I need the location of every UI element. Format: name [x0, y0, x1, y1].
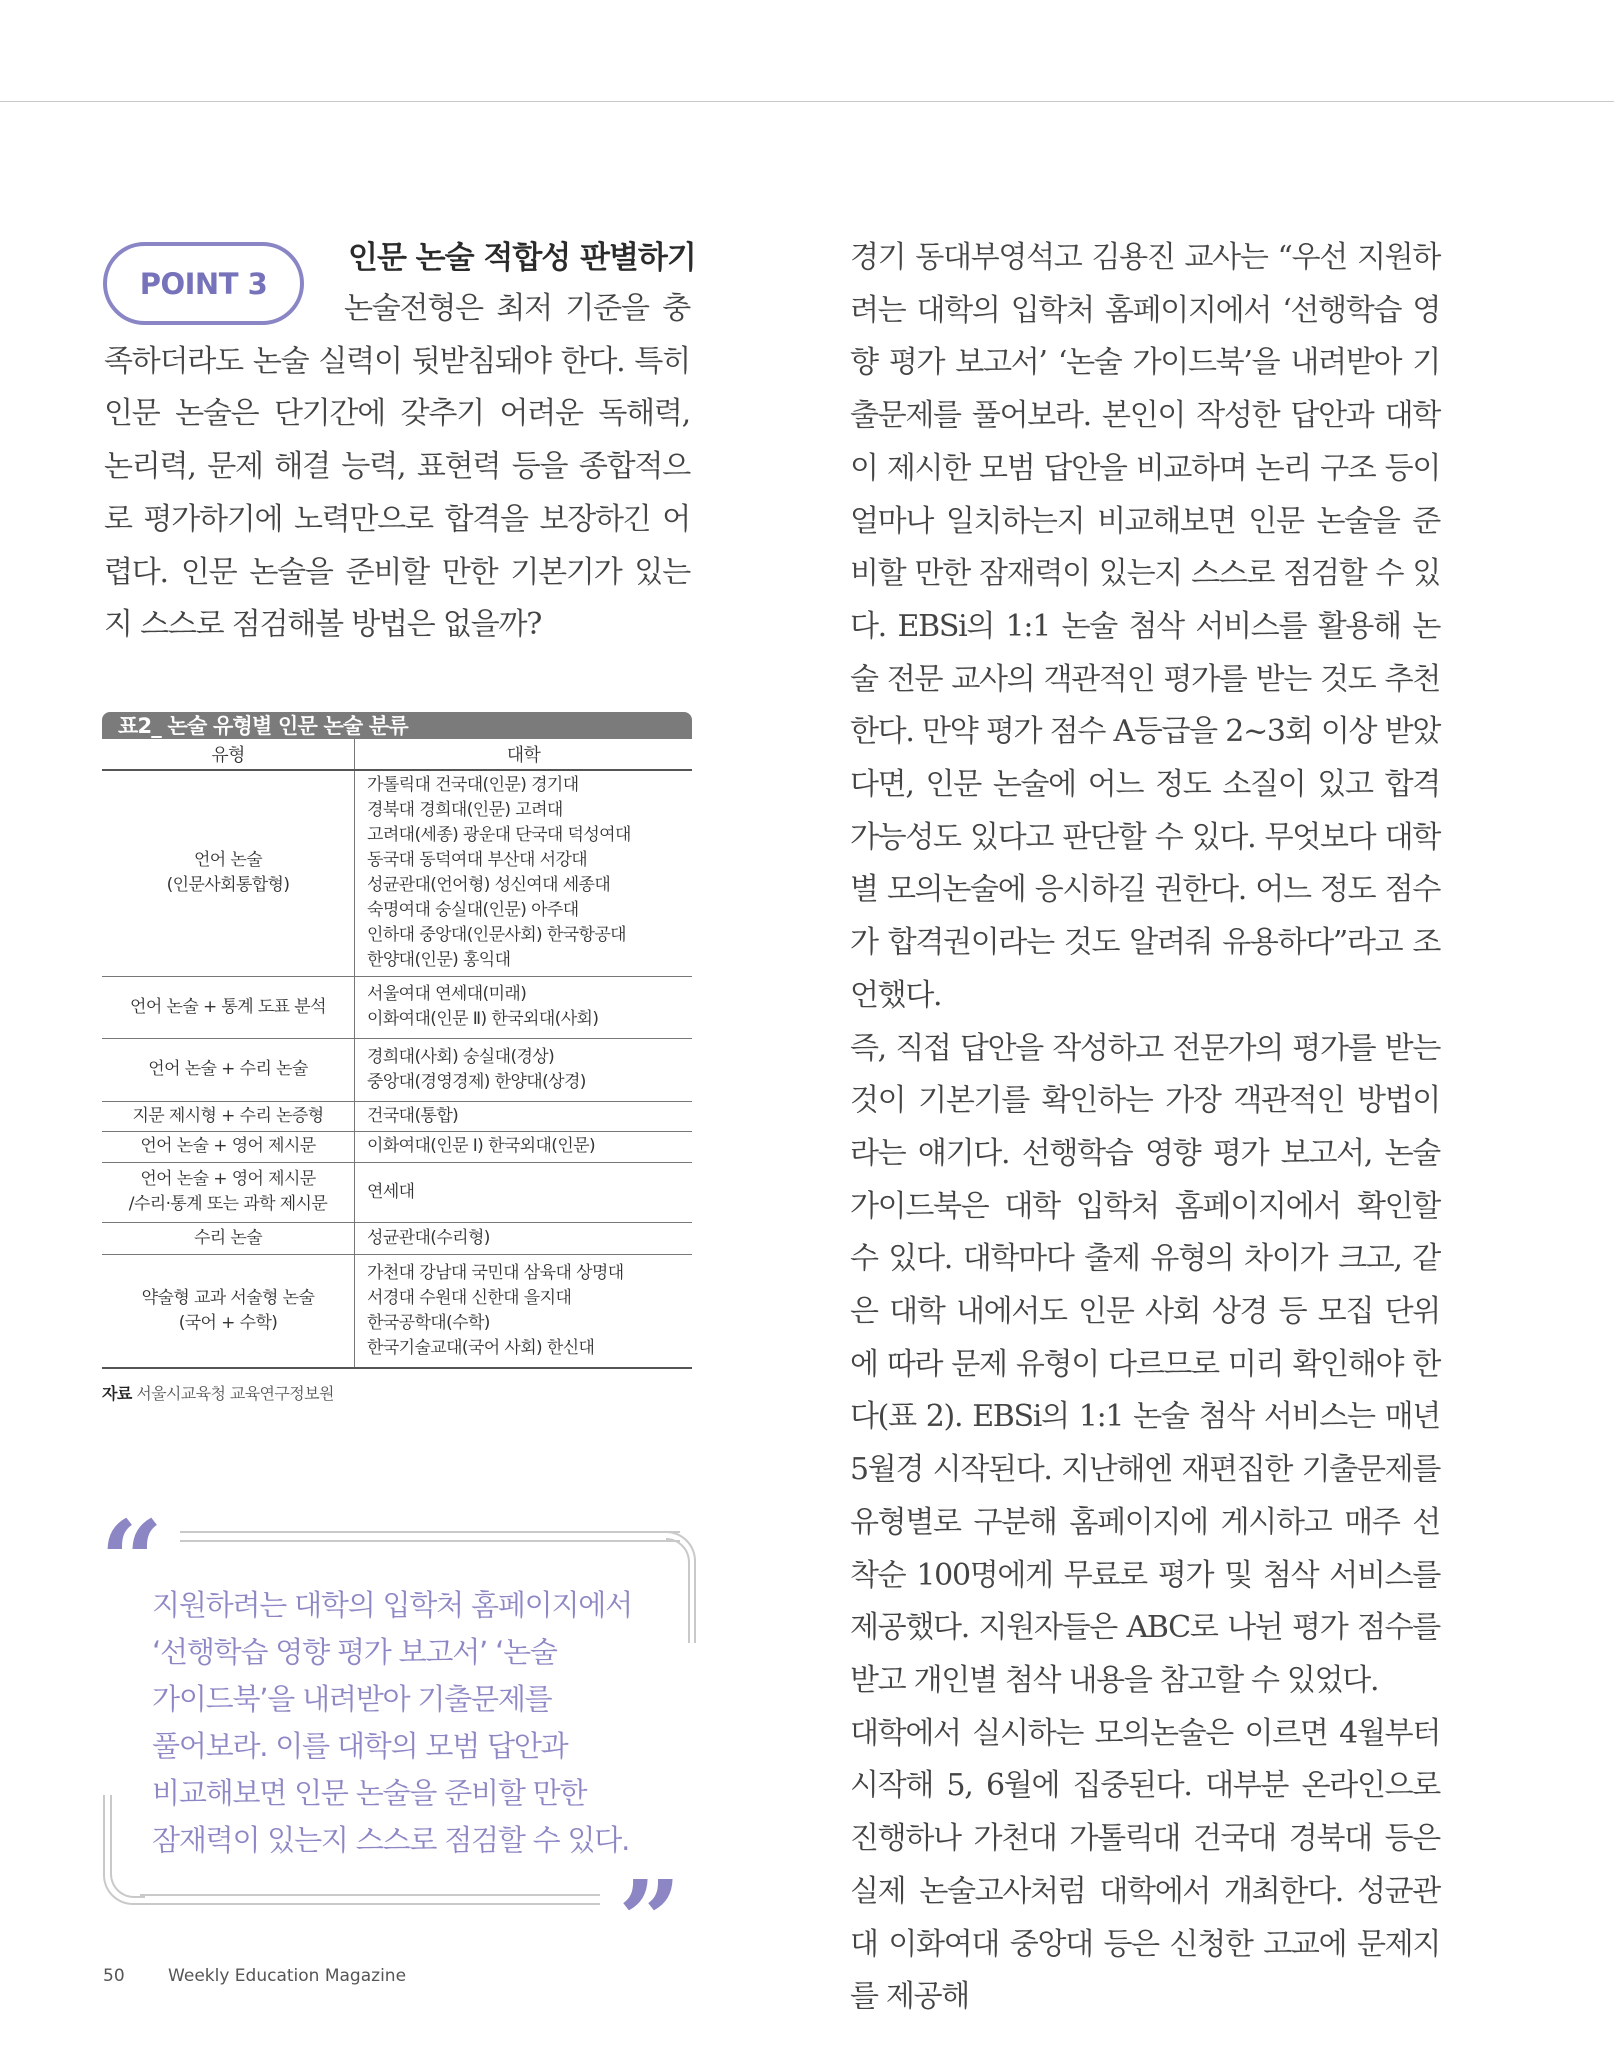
table-row [102, 770, 692, 976]
page-number: 50 [103, 1966, 125, 1986]
table-row [102, 1131, 692, 1162]
source-text: 서울시교육청 교육연구정보원 [136, 1384, 334, 1403]
close-quote-icon: ” [618, 1856, 682, 1985]
type-cell: 지문 제시형 + 수리 논증형 [102, 1101, 355, 1131]
university-cell: 가천대 강남대 국민대 삼육대 상명대 서경대 수원대 신한대 을지대 한국공학대(수학) 한국기술교대(국어 사회) 한신대 [355, 1254, 693, 1368]
open-quote-icon: “ [100, 1496, 164, 1625]
university-cell: 건국대(통합) [355, 1101, 693, 1131]
classification-table [102, 712, 692, 1404]
pull-quote [152, 1582, 672, 1864]
table-row [102, 1162, 692, 1222]
intro-text: 논술전형은 최저 기준을 충족하더라도 논술 실력이 뒷받침돼야 한다. 특히 인문 논술은 단기간에 갖추기 어려운 독해력, 논리력, 문제 해결 능력, 표현력 등을 종합적으로 평가하기에 노력만으로 합격을 보장하긴 어렵다. 인문 논술을 준비할 만한 기본기가 있는지 스스로 점검해볼 방법은 없을까? [104, 291, 690, 643]
table-source [102, 1381, 692, 1404]
quote-line: 지원하려는 대학의 입학처 홈페이지에서 [152, 1588, 632, 1622]
quote-line: 비교해보면 인문 논술을 준비할 만한 [152, 1776, 587, 1810]
quote-frame-bottom [140, 1894, 600, 1905]
quote-line: 잠재력이 있는지 스스로 점검할 수 있다. [152, 1823, 630, 1857]
body-paragraph: 경기 동대부영석고 김용진 교사는 “우선 지원하려는 대학의 입학처 홈페이지에서 ‘선행학습 영향 평가 보고서’ ‘논술 가이드북’을 내려받아 기출문제를 풀어보라. 본인이 작성한 답안과 대학이 제시한 모범 답안을 비교하며 논리 구조 등이 얼마나 일치하는지 비교해보면 인문 논술을 준비할 만한 잠재력이 있는지 스스로 점검할 수 있다. EBSi의 1:1 논술 첨삭 서비스를 활용해 논술 전문 교사의 객관적인 평가를 받는 것도 추천한다. 만약 평가 점수 A등급을 2~3회 이상 받았다면, 인문 논술에 어느 정도 소질이 있고 합격 가능성도 있다고 판단할 수 있다. 무엇보다 대학별 모의논술에 응시하길 권한다. 어느 정도 점수가 합격권이라는 것도 알려줘 유용하다”라고 조언했다. [850, 240, 1440, 1013]
page-footer [103, 1966, 406, 1986]
quote-line: 가이드북’을 내려받아 기출문제를 [152, 1682, 552, 1716]
section-heading: 인문 논술 적합성 판별하기 [348, 240, 696, 276]
top-rule [0, 101, 1614, 102]
type-cell: 언어 논술 + 통계 도표 분석 [102, 976, 355, 1038]
table-row [102, 1038, 692, 1101]
university-cell: 가톨릭대 건국대(인문) 경기대 경북대 경희대(인문) 고려대 고려대(세종) 광운대 단국대 덕성여대 동국대 동덕여대 부산대 서강대 성균관대(언어형) 성신여대 세종대 숙명여대 숭실대(인문) 아주대 인하대 중앙대(인문사회) 한국항공대 한양대(인문) 홍익대 [355, 770, 693, 976]
table-body [102, 739, 692, 1369]
table-title: 표2_ 논술 유형별 인문 논술 분류 [102, 712, 692, 739]
quote-line: ‘선행학습 영향 평가 보고서’ ‘논술 [152, 1635, 557, 1669]
table-row [102, 1254, 692, 1368]
header-type: 유형 [102, 739, 355, 770]
type-cell: 언어 논술 + 영어 제시문 /수리·통계 또는 과학 제시문 [102, 1162, 355, 1222]
table-row [102, 1101, 692, 1131]
quote-frame-top [180, 1531, 680, 1542]
point-badge: POINT 3 [103, 242, 304, 325]
body-column [850, 232, 1440, 2024]
type-cell: 약술형 교과 서술형 논술 (국어 + 수학) [102, 1254, 355, 1368]
university-cell: 경희대(사회) 숭실대(경상) 중앙대(경영경제) 한양대(상경) [355, 1038, 693, 1101]
university-cell: 연세대 [355, 1162, 693, 1222]
university-cell: 서울여대 연세대(미래) 이화여대(인문 Ⅱ) 한국외대(사회) [355, 976, 693, 1038]
type-cell: 언어 논술 + 영어 제시문 [102, 1131, 355, 1162]
type-cell: 수리 논술 [102, 1222, 355, 1254]
quote-line: 풀어보라. 이를 대학의 모범 답안과 [152, 1729, 568, 1763]
magazine-name: Weekly Education Magazine [168, 1966, 407, 1986]
quote-frame-bottom-corner-inner [110, 1795, 145, 1898]
header-university: 대학 [355, 739, 693, 770]
intro-paragraph [104, 283, 690, 652]
type-cell: 언어 논술 (인문사회통합형) [102, 770, 355, 976]
table-row [102, 1222, 692, 1254]
table-row [102, 976, 692, 1038]
university-cell: 이화여대(인문 Ⅰ) 한국외대(인문) [355, 1131, 693, 1162]
type-cell: 언어 논술 + 수리 논술 [102, 1038, 355, 1101]
body-paragraph: 즉, 직접 답안을 작성하고 전문가의 평가를 받는 것이 기본기를 확인하는 가장 객관적인 방법이라는 얘기다. 선행학습 영향 평가 보고서, 논술 가이드북은 대학 입학처 홈페이지에서 확인할 수 있다. 대학마다 출제 유형의 차이가 크고, 같은 대학 내에서도 인문 사회 상경 등 모집 단위에 따라 문제 유형이 다르므로 미리 확인해야 한다(표 2). EBSi의 1:1 논술 첨삭 서비스는 매년 5월경 시작된다. 지난해엔 재편집한 기출문제를 유형별로 구분해 홈페이지에 게시하고 매주 선착순 100명에게 무료로 평가 및 첨삭 서비스를 제공했다. 지원자들은 ABC로 나뉜 평가 점수를 받고 개인별 첨삭 내용을 참고할 수 있었다. [850, 1030, 1440, 1698]
source-label: 자료 [102, 1384, 132, 1403]
university-cell: 성균관대(수리형) [355, 1222, 693, 1254]
body-paragraph: 대학에서 실시하는 모의논술은 이르면 4월부터 시작해 5, 6월에 집중된다. 대부분 온라인으로 진행하나 가천대 가톨릭대 건국대 경북대 등은 실제 논술고사처럼 대학에서 개최한다. 성균관대 이화여대 중앙대 등은 신청한 고교에 문제지를 제공해 [850, 1715, 1440, 2015]
